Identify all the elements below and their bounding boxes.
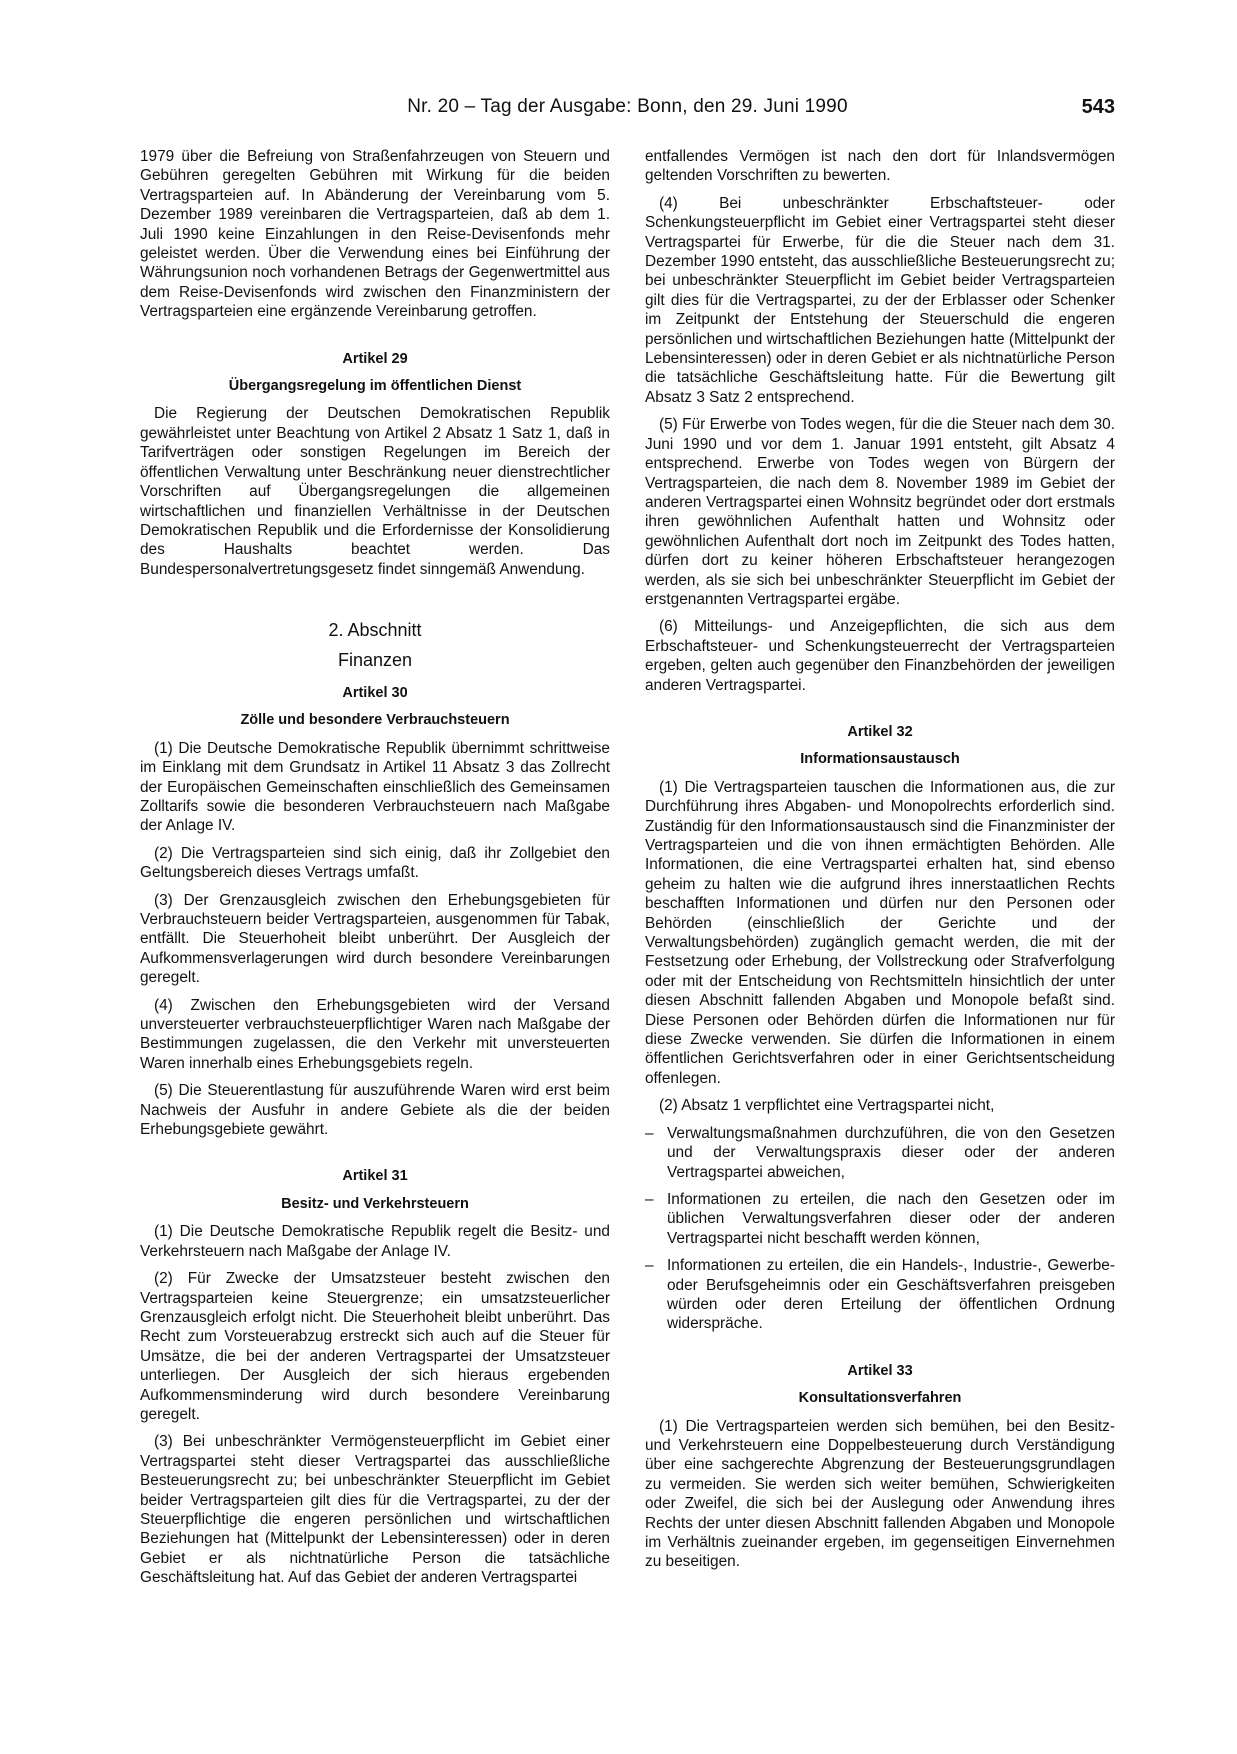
article-31-title: Besitz- und Verkehrsteuern: [281, 1195, 469, 1212]
article-29-title: Übergangsregelung im öffentlichen Dienst: [228, 378, 522, 395]
article-29-text: Die Regierung der Deutschen Demokratischen Republik gewährleistet unter Beachtung von Artikel 2 Absatz 1 Satz 1, daß in Tarifverträgen oder sonstigen Regelungen im Bereich der öffentlichen Verwaltung unter Beschränkung neuer dienstrechtlicher Vorschriften auf Übergangsregelungen die allgemeinen wirtschaftlichen und finanziellen Verhältnisse in der Deutschen Demokratischen Republik und die Erfordernisse der Konsolidierung des Haushalts beachtet werden. Das Bundespersonalvertretungsgesetz findet sinngemäß Anwendung.: [140, 405, 610, 578]
article-30-paragraph-1: (1) Die Deutsche Demokratische Republik übernimmt schrittweise im Einklang mit dem Grundsatz in Artikel 11 Absatz 3 das Zollrecht der Europäischen Gemeinschaften einschließlich des Gemeinsamen Zolltarifs sowie die besonderen Verbrauchsteuern nach Maßgabe der Anlage IV.: [140, 739, 610, 835]
section-title: Finanzen: [337, 649, 413, 670]
left-column: [140, 147, 610, 1596]
article-32-title: Informationsaustausch: [800, 751, 960, 768]
article-30-number: Artikel 30: [342, 684, 408, 701]
article-30-paragraph-3: (3) Der Grenzausgleich zwischen den Erhebungsgebieten für Verbrauchsteuern beider Vertragsparteien, ausgenommen für Tabak, entfällt. Die Steuerhoheit bleibt unberührt. Der Ausgleich der Aufkommensverlagerungen wird durch besondere Vereinbarungen geregelt.: [140, 891, 610, 987]
article-32-paragraph-2: (2) Absatz 1 verpflichtet eine Vertragspartei nicht,: [659, 1097, 995, 1115]
article-31-paragraph-6: (6) Mitteilungs- und Anzeigepflichten, die sich aus dem Erbschaftsteuer- und Schenkungsteuerrecht der Vertragsparteien ergeben, gelten auch gegenüber den Finanzbehörden der jeweiligen anderen Vertragspartei.: [645, 618, 1115, 694]
article-32-exceptions-list: [645, 1124, 1115, 1334]
article-33-title: Konsultationsverfahren: [798, 1390, 962, 1407]
list-item: – Verwaltungsmaßnahmen durchzuführen, die von den Gesetzen und der Verwaltungspraxis dieser oder der anderen Vertragspartei abweichen,: [645, 1124, 1115, 1182]
article-32-number: Artikel 32: [847, 723, 913, 740]
article-33-paragraph-1: (1) Die Vertragsparteien werden sich bemühen, bei den Besitz- und Verkehrsteuern eine Doppelbesteuerung durch Verständigung über eine sachgerechte Abgrenzung der Besteuerungsgrundlagen zu vermeiden. Sie werden sich weiter bemühen, Schwierigkeiten oder Zweifel, die sich bei der Auslegung oder Anwendung ihres Rechts der unter diesen Abschnitt fallenden Abgaben und Monopole im Verhältnis zueinander ergeben, im gegenseitigen Einvernehmen zu beseitigen.: [645, 1417, 1115, 1571]
page-header: [140, 96, 1115, 126]
article-30-title: Zölle und besondere Verbrauchsteuern: [240, 712, 510, 729]
article-31-paragraph-3: (3) Bei unbeschränkter Vermögensteuerpflicht im Gebiet einer Vertragspartei steht dieser Vertragspartei das ausschließliche Besteuerungsrecht zu; bei unbeschränkter Steuerpflicht im Gebiet beider Vertragsparteien gilt dies für die Vertragspartei, zu der der Steuerpflichtige die engeren persönlichen und wirtschaftlichen Beziehungen hat (Mittelpunkt der Lebensinteressen) oder in deren Gebiet er als nichtnatürliche Person die tatsächliche Geschäftsleitung hat. Auf das Gebiet der anderen Vertragspartei: [140, 1433, 610, 1587]
article-30-paragraph-2: (2) Die Vertragsparteien sind sich einig, daß ihr Zollgebiet den Geltungsbereich dieses Vertrags umfaßt.: [140, 844, 610, 882]
article-30-paragraph-4: (4) Zwischen den Erhebungsgebieten wird der Versand unversteuerter verbrauchsteuerpflichtiger Waren nach Maßgabe der Bestimmungen zugelassen, die den Verkehr mit unversteuerten Waren innerhalb eines Erhebungsgebiets regeln.: [140, 996, 610, 1072]
article-31-number: Artikel 31: [342, 1168, 408, 1185]
article-33-number: Artikel 33: [847, 1362, 913, 1379]
article-31-paragraph-4: (4) Bei unbeschränkter Erbschaftsteuer- oder Schenkungsteuerpflicht im Gebiet einer Vertragspartei steht dieser Vertragspartei für Erwerbe, für die die Steuer nach dem 31. Dezember 1990 entsteht, das ausschließliche Besteuerungsrecht zu; bei unbeschränkter Steuerpflicht im Gebiet beider Vertragsparteien gilt dies für die Vertragspartei, zu der der Erblasser oder Schenker im Zeitpunkt der Entstehung der Steuerschuld die engeren persönlichen und wirtschaftlichen Beziehungen hatte (Mittelpunkt der Lebensinteressen) oder in deren Gebiet er als nichtnatürliche Person die tatsächliche Geschäftsleitung hatte. Für die Bewertung gilt Absatz 3 Satz 2 entsprechend.: [645, 194, 1115, 406]
article-29-number: Artikel 29: [342, 350, 408, 367]
page-number: 543: [1081, 96, 1115, 118]
left-intro-paragraph: 1979 über die Befreiung von Straßenfahrzeugen von Steuern und Gebühren geregelten Gebühren mit Wirkung für die beiden Vertragsparteien auf. In Abänderung der Vereinbarung vom 5. Dezember 1989 vereinbaren die Vertragsparteien, daß ab dem 1. Juli 1990 keine Einzahlungen in den Reise-Devisenfonds mehr geleistet werden. Über die Verwendung eines bei Einführung der Währungsunion noch vorhandenen Betrags der Gegenwertmittel aus dem Reise-Devisenfonds wird zwischen den Finanzministern der Vertragsparteien eine ergänzende Vereinbarung getroffen.: [140, 148, 610, 321]
header-title: Nr. 20 – Tag der Ausgabe: Bonn, den 29. Juni 1990: [407, 96, 848, 117]
article-31-paragraph-1: (1) Die Deutsche Demokratische Republik regelt die Besitz- und Verkehrsteuern nach Maßgabe der Anlage IV.: [140, 1223, 610, 1260]
list-item: – Informationen zu erteilen, die nach den Gesetzen oder im üblichen Verwaltungsverfahren dieser oder der anderen Vertragspartei nicht beschafft werden können,: [645, 1190, 1115, 1248]
right-intro-paragraph: entfallendes Vermögen ist nach den dort für Inlandsvermögen geltenden Vorschriften zu bewerten.: [645, 148, 1115, 185]
article-31-paragraph-5: (5) Für Erwerbe von Todes wegen, für die die Steuer nach dem 30. Juni 1990 und vor dem 1. Januar 1991 entsteht, gilt Absatz 4 entsprechend. Erwerbe von Todes wegen von Bürgern der Vertragsparteien, die nach dem 8. November 1989 im Gebiet der anderen Vertragspartei einen Wohnsitz begründet oder dort erstmals ihren gewöhnlichen Aufenthalt hatten und Wohnsitz oder gewöhnlichen Aufenthalt dort noch im Zeitpunkt des Todes hatten, dürfen dort zu keiner höheren Erbschaftsteuer herangezogen werden, als sie sich bei unbeschränkter Steuerpflicht im Gebiet der erstgenannten Vertragspartei ergäbe.: [645, 416, 1115, 608]
article-30-paragraph-5: (5) Die Steuerentlastung für auszuführende Waren wird erst beim Nachweis der Ausfuhr in andere Gebiete als die der beiden Erhebungsgebiete gewährt.: [140, 1082, 610, 1139]
article-31-paragraph-2: (2) Für Zwecke der Umsatzsteuer besteht zwischen den Vertragsparteien keine Steuergrenze; ein umsatzsteuerlicher Grenzausgleich erfolgt nicht. Die Steuerhoheit bleibt unberührt. Das Recht zum Vorsteuerabzug erstreckt sich auch auf die Steuer für Umsätze, die bei der anderen Vertragspartei der Umsatzsteuer unterliegen. Der Ausgleich der sich hieraus ergebenden Aufkommensminderung wird durch besondere Vereinbarung geregelt.: [140, 1270, 610, 1423]
right-column: [645, 147, 1115, 1580]
list-item: – Informationen zu erteilen, die ein Handels-, Industrie-, Gewerbe- oder Berufsgeheimnis oder ein Geschäftsverfahren preisgeben würden oder deren Erteilung der öffentlichen Ordnung widerspräche.: [645, 1256, 1115, 1334]
section-number: 2. Abschnitt: [328, 620, 422, 641]
article-32-paragraph-1: (1) Die Vertragsparteien tauschen die Informationen aus, die zur Durchführung ihres Abgaben- und Monopolrechts erforderlich sind. Zuständig für den Informationsaustausch sind die Finanzminister der Vertragsparteien und die von ihnen ermächtigten Behörden. Alle Informationen, die eine Vertragspartei erhalten hat, sind ebenso geheim zu halten wie die aufgrund ihres innerstaatlichen Rechts beschafften Informationen und dürfen nur den Personen oder Behörden (einschließlich der Gerichte und der Verwaltungsbehörden) zugänglich gemacht werden, die mit der Festsetzung oder Erhebung, der Vollstreckung oder Strafverfolgung oder mit der Entscheidung von Rechtsmitteln hinsichtlich der unter diesen Abschnitt fallenden Abgaben und Monopole befaßt sind. Diese Personen oder Behörden dürfen die Informationen nur für diese Zwecke verwenden. Sie dürfen die Informationen in einem öffentlichen Gerichtsverfahren oder in einer Gerichtsentscheidung offenlegen.: [645, 778, 1115, 1087]
